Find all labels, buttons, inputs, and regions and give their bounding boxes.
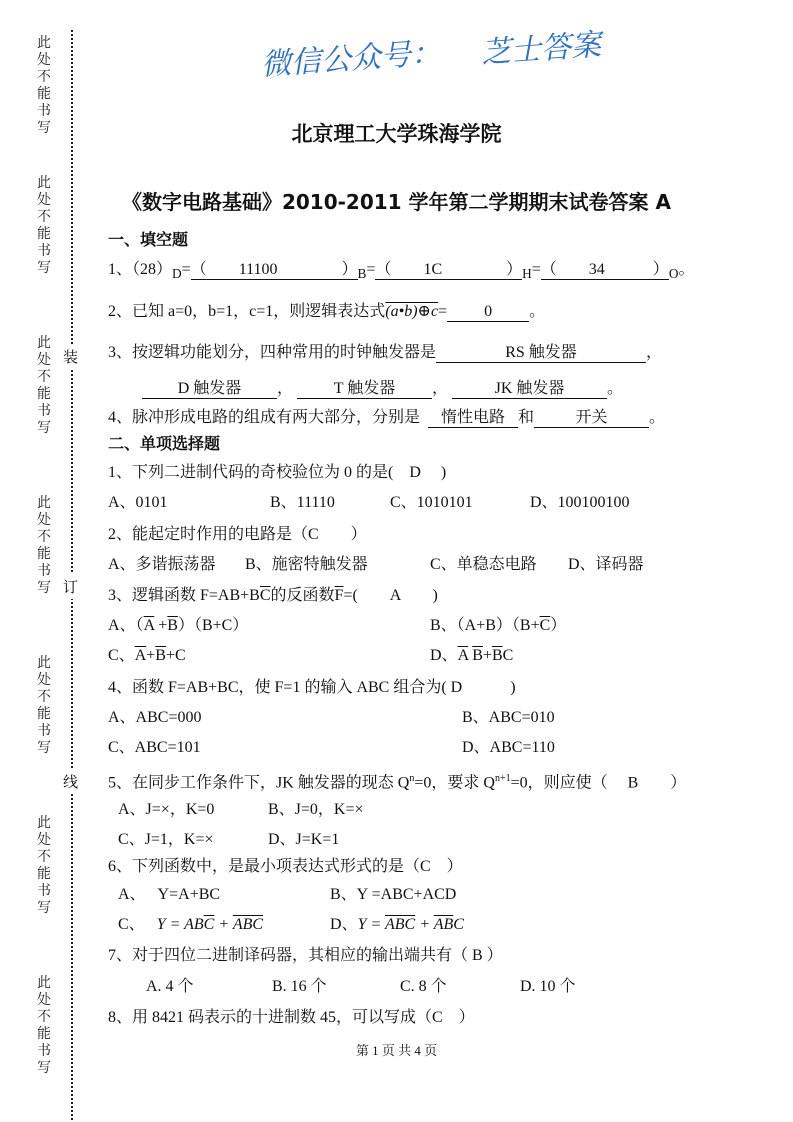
page-footer: 第 1 页 共 4 页 xyxy=(355,1043,438,1058)
choice-question-4: 4、函数 F=AB+BC，使 F=1 的输入 ABC 组合为( D ) xyxy=(108,679,516,696)
option xyxy=(108,646,186,666)
option xyxy=(430,616,566,636)
margin-note: 此处不能书写 xyxy=(37,36,51,136)
option-text: B、Y =ABC+ACD xyxy=(330,886,457,903)
subscript: D xyxy=(172,266,182,282)
option-text: C xyxy=(453,916,464,933)
option-text: + xyxy=(482,647,492,664)
option-text: ）（B+C） xyxy=(177,617,249,634)
option: D、ABC=110 xyxy=(462,739,555,756)
option: A、0101 xyxy=(108,494,168,511)
margin-note: 此处不能书写 xyxy=(37,976,51,1076)
option-text: + xyxy=(146,647,156,664)
q-text: 。 xyxy=(529,303,546,320)
choice-question-2: 2、能起定时作用的电路是（C ） xyxy=(108,526,367,543)
option-text: A、（ xyxy=(108,617,144,634)
binding-mark: 装 xyxy=(63,344,78,369)
choice-question-3 xyxy=(108,586,438,606)
exam-title: 《数字电路基础》2010-2011 学年第二学期期末试卷答案 A xyxy=(121,190,672,214)
option-text: + xyxy=(415,916,434,933)
q-text: = xyxy=(531,261,541,278)
answer-blank: （ 34 ） xyxy=(540,261,669,278)
superscript: n+1 xyxy=(494,773,511,784)
option-text: +C xyxy=(165,647,186,664)
option-text: B、（A+B）（B+ xyxy=(430,617,540,634)
q-text: 3、按逻辑功能划分，四种常用的时钟触发器是 xyxy=(108,344,437,361)
q-text: 。 xyxy=(678,261,695,278)
q-text: 5、在同步工作条件下，JK 触发器的现态 Q xyxy=(108,774,410,792)
overlined-term: $\overline{ABC}$ xyxy=(384,916,416,933)
q-text: 。 xyxy=(607,380,624,397)
answer-blank: T 触发器 xyxy=(297,380,432,399)
answer-blank: 惰性电路 xyxy=(428,409,518,428)
option: C. 8 个 xyxy=(400,978,447,995)
option: A、J=×，K=0 xyxy=(118,801,215,818)
option-text: D、 xyxy=(330,916,358,933)
overlined-term: $\overline{A}$ xyxy=(143,617,155,634)
answer-blank: （ 11100 ） xyxy=(190,261,358,278)
q-text: 和 xyxy=(518,409,535,426)
subscript: B xyxy=(357,266,367,282)
q-text: 1、（28） xyxy=(108,261,173,278)
option-text: D、 xyxy=(430,647,458,664)
option: B、11110 xyxy=(270,494,335,511)
overlined-term: $\overline{B}$ xyxy=(491,647,503,664)
option: B、施密特触发器 xyxy=(245,556,368,573)
option xyxy=(330,915,464,935)
margin-note: 此处不能书写 xyxy=(37,176,51,276)
section-heading: 一、填空题 xyxy=(108,230,189,249)
superscript: n xyxy=(409,773,415,784)
option-text: A、 Y=A+BC xyxy=(118,886,221,903)
answer-blank: D 触发器 xyxy=(142,380,277,399)
option-text: Y = xyxy=(357,916,385,933)
q-text: $\overline{F}$ xyxy=(334,587,344,604)
option xyxy=(118,915,263,935)
option: A、ABC=000 xyxy=(108,709,202,726)
overlined-term: $\overline{B}$ xyxy=(167,617,178,634)
overlined-term: $\overline{ABC}$ xyxy=(232,916,264,933)
overlined-term: $\overline{C}$ xyxy=(203,916,215,933)
option-text: C、 xyxy=(118,916,157,933)
fill-question-1 xyxy=(108,260,694,284)
choice-question-5 xyxy=(108,769,686,793)
option-text: ） xyxy=(550,617,567,634)
option: A. 4 个 xyxy=(146,978,194,995)
fill-question-2 xyxy=(108,302,545,322)
binding-mark: 线 xyxy=(63,769,78,794)
q-text: = xyxy=(181,261,191,278)
option: C、ABC=101 xyxy=(108,739,201,756)
watermark-text: 芝士答案 xyxy=(480,27,603,71)
option: B、ABC=010 xyxy=(462,709,555,726)
option xyxy=(108,616,248,636)
q-text: ， xyxy=(432,380,449,397)
option-text: + xyxy=(154,617,168,634)
fill-question-3 xyxy=(108,343,662,363)
q-text: 4、脉冲形成电路的组成有两大部分，分别是 xyxy=(108,409,421,426)
option: D、100100100 xyxy=(530,494,630,511)
subscript: H xyxy=(522,266,532,282)
option-text: C xyxy=(502,647,514,664)
section-heading: 二、单项选择题 xyxy=(108,434,221,453)
overlined-term: $\overline{C}$ xyxy=(539,617,551,634)
option-text: C、 xyxy=(108,647,135,664)
answer-blank: （ 1C ） xyxy=(375,261,523,278)
subscript: O xyxy=(668,266,679,282)
option xyxy=(430,646,513,666)
overlined-term: $\overline{B}$ xyxy=(155,647,166,664)
answer-blank: RS 触发器 xyxy=(436,344,646,363)
option: C、1010101 xyxy=(390,494,473,511)
option: A、多谐振荡器 xyxy=(108,556,216,573)
choice-question-7: 7、对于四位二进制译码器，其相应的输出端共有（ B ） xyxy=(108,947,503,964)
option-text: Y = AB xyxy=(156,916,204,933)
option-text: + xyxy=(214,916,233,933)
q-text: = xyxy=(366,261,376,278)
choice-question-1: 1、下列二进制代码的奇校验位为 0 的是( D ) xyxy=(108,464,447,481)
binding-mark: 订 xyxy=(63,574,78,599)
fill-question-3-cont xyxy=(142,379,623,399)
option: D. 10 个 xyxy=(520,978,576,995)
option xyxy=(118,885,220,905)
overlined-term: $\overline{B}$ xyxy=(472,647,483,664)
q-text: =0，则应使（ B ） xyxy=(510,774,687,792)
q-text: ， xyxy=(277,380,294,397)
option: C、J=1，K=× xyxy=(118,831,214,848)
q-text: $\overline{C}$ xyxy=(259,587,271,604)
choice-question-6: 6、下列函数中，是最小项表达式形式的是（C ） xyxy=(108,858,463,875)
margin-note: 此处不能书写 xyxy=(37,816,51,916)
q-text: 的反函数 xyxy=(270,587,335,604)
option: B、J=0，K=× xyxy=(268,801,364,818)
answer-blank: JK 触发器 xyxy=(452,380,607,399)
answer-blank: 开关 xyxy=(534,409,649,428)
answer-blank: 0 xyxy=(447,303,529,322)
option: D、译码器 xyxy=(568,556,644,573)
overlined-term: $\overline{A}$ xyxy=(134,647,147,664)
q-text: = xyxy=(438,303,448,320)
margin-note: 此处不能书写 xyxy=(37,656,51,756)
q-text: 2、已知 a=0，b=1，c=1，则逻辑表达式 xyxy=(108,303,386,320)
option: D、J=K=1 xyxy=(268,831,340,848)
q-text: =( A ) xyxy=(343,587,438,604)
choice-question-8: 8、用 8421 码表示的十进制数 45，可以写成（C ） xyxy=(108,1009,475,1026)
watermark-text: 微信公众号： xyxy=(260,35,443,83)
fill-question-4 xyxy=(108,408,665,428)
option: B. 16 个 xyxy=(272,978,327,995)
q-text: 。 xyxy=(649,409,666,426)
q-text: ， xyxy=(646,344,663,361)
q-text: =0，要求 Q xyxy=(414,774,495,792)
school-title: 北京理工大学珠海学院 xyxy=(291,122,502,146)
margin-note: 此处不能书写 xyxy=(37,336,51,436)
overlined-term: $\overline{AB}$ xyxy=(433,916,454,933)
option: C、单稳态电路 xyxy=(430,556,537,573)
overlined-term: $\overline{A}$ xyxy=(457,647,469,664)
q-text: 3、逻辑函数 F=AB+B xyxy=(108,587,260,604)
logic-expression: (a•b)⊕c xyxy=(385,303,439,320)
margin-note: 此处不能书写 xyxy=(37,496,51,596)
option xyxy=(330,885,456,905)
